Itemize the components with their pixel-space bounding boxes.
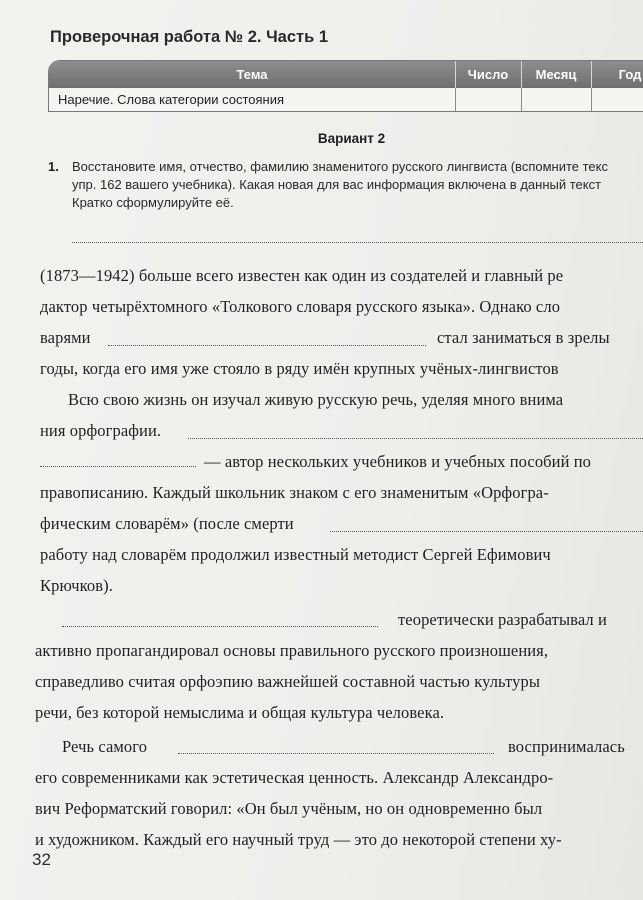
text-line: Речь самого bbox=[62, 737, 148, 756]
column-topic: Тема bbox=[236, 67, 268, 82]
text-line: справедливо считая орфоэпию важнейшей составной частью культуры bbox=[35, 672, 541, 691]
topic-cell: Наречие. Слова категории состояния bbox=[58, 92, 285, 107]
answer-blank[interactable] bbox=[188, 438, 643, 439]
answer-blank[interactable] bbox=[72, 242, 643, 243]
column-year: Год bbox=[618, 67, 642, 82]
task-instruction-line: упр. 162 вашего учебника). Какая новая для вас информация включена в данный текст bbox=[72, 177, 602, 192]
header-table bbox=[48, 60, 643, 112]
text-line: годы, когда его имя уже стояло в ряду имён крупных учёных-лингвистов bbox=[40, 359, 559, 378]
task-instruction-line: Восстановите имя, отчество, фамилию знаменитого русского лингвиста (вспомните текс bbox=[72, 159, 608, 174]
column-divider bbox=[591, 61, 592, 88]
answer-blank[interactable] bbox=[62, 626, 378, 627]
page-title: Проверочная работа № 2. Часть 1 bbox=[50, 28, 329, 46]
column-divider bbox=[455, 61, 456, 88]
column-divider bbox=[521, 88, 522, 112]
column-divider bbox=[521, 61, 522, 88]
answer-blank[interactable] bbox=[108, 345, 426, 346]
text-line: Крючков). bbox=[40, 576, 113, 595]
column-divider bbox=[591, 88, 592, 112]
column-month: Месяц bbox=[535, 67, 577, 82]
page-number: 32 bbox=[32, 850, 51, 869]
task-instruction-line: Кратко сформулируйте её. bbox=[72, 195, 234, 210]
text-line: работу над словарём продолжил известный методист Сергей Ефимович bbox=[40, 545, 551, 564]
text-line: (1873—1942) больше всего известен как один из создателей и главный ре bbox=[40, 266, 564, 285]
text-line: и художником. Каждый его научный труд — это до некоторой степени ху- bbox=[35, 830, 562, 849]
answer-blank[interactable] bbox=[178, 753, 494, 754]
text-line: вич Реформатский говорил: «Он был учёным, но он одновременно был bbox=[35, 799, 543, 818]
answer-blank[interactable] bbox=[330, 531, 643, 532]
text-line: варями bbox=[40, 328, 91, 347]
text-line: ния орфографии. bbox=[40, 421, 162, 440]
text-line: его современниками как эстетическая ценность. Александр Александро- bbox=[35, 768, 554, 787]
text-line: речи, без которой немыслима и общая культура человека. bbox=[35, 703, 445, 722]
text-line: Всю свою жизнь он изучал живую русскую речь, уделяя много внима bbox=[68, 390, 564, 409]
text-line: воспринималась bbox=[508, 737, 625, 756]
text-line: правописанию. Каждый школьник знаком с его знаменитым «Орфогра- bbox=[40, 483, 549, 502]
text-line: активно пропагандировал основы правильного русского произношения, bbox=[35, 641, 549, 660]
text-line: стал заниматься в зрелы bbox=[437, 328, 610, 347]
task-number: 1. bbox=[48, 159, 59, 174]
column-divider bbox=[455, 88, 456, 112]
text-line: теоретически разрабатывал и bbox=[398, 610, 607, 629]
text-line: дактор четырёхтомного «Толкового словаря русского языка». Однако сло bbox=[40, 297, 561, 316]
text-line: фическим словарём» (после смерти bbox=[40, 514, 294, 533]
answer-blank[interactable] bbox=[40, 466, 196, 467]
variant-heading: Вариант 2 bbox=[317, 131, 386, 146]
text-line: — автор нескольких учебников и учебных пособий по bbox=[204, 452, 592, 471]
column-day: Число bbox=[467, 67, 509, 82]
